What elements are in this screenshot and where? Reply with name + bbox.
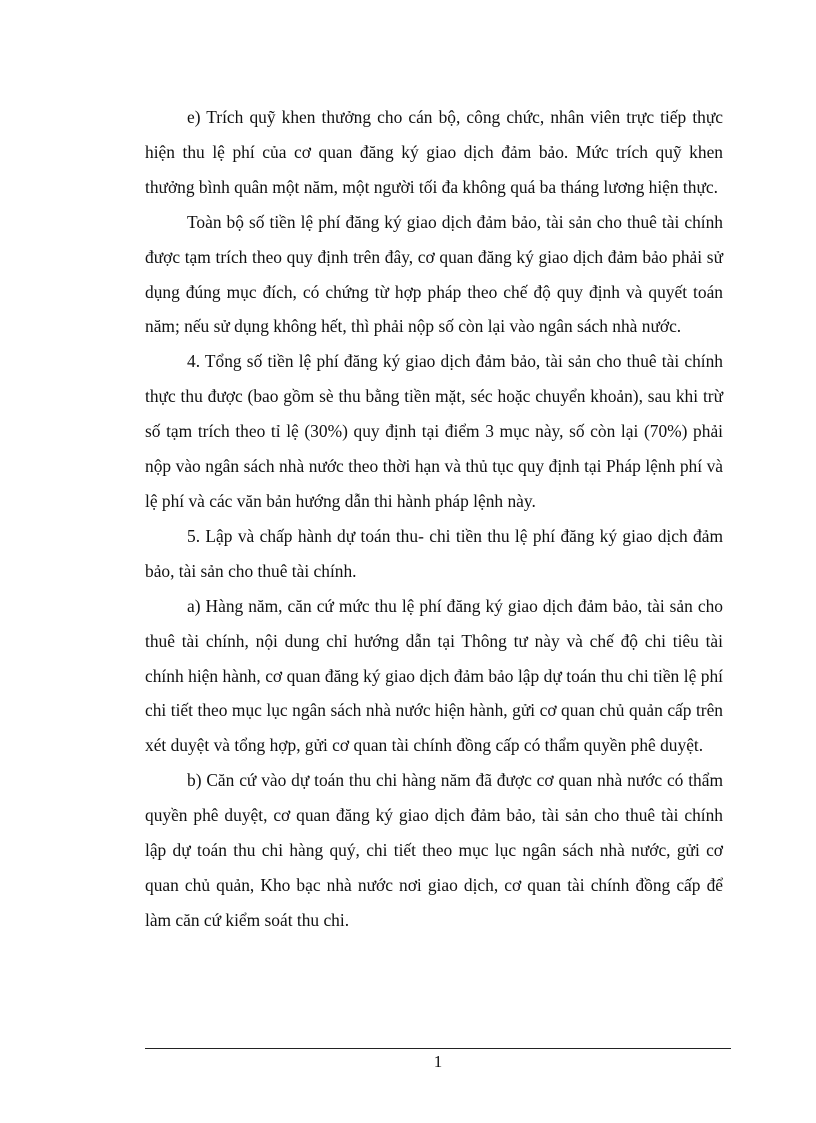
paragraph-point-5b: b) Căn cứ vào dự toán thu chi hàng năm đã được cơ quan nhà nước có thẩm quyền phê duyệt, cơ quan đăng ký giao dịch đảm bảo, tài sản cho thuê tài chính lập dự toán thu chi hàng quý, chi tiết theo mục lục ngân sách nhà nước, gửi cơ quan chủ quản, Kho bạc nhà nước nơi giao dịch, cơ quan tài chính đồng cấp để làm căn cứ kiểm soát thu chi. [145,770,723,930]
paragraph-reward-fund: e) Trích quỹ khen thưởng cho cán bộ, công chức, nhân viên trực tiếp thực hiện thu lệ phí của cơ quan đăng ký giao dịch đảm bảo. Mức trích quỹ khen thưởng bình quân một năm, một người tối đa không quá ba tháng lương hiện thực. [145,107,723,197]
body-text [145,100,723,938]
paragraph-point-5: 5. Lập và chấp hành dự toán thu- chi tiền thu lệ phí đăng ký giao dịch đảm bảo, tài sản cho thuê tài chính. [145,525,723,581]
paragraph-fee-usage: Toàn bộ số tiền lệ phí đăng ký giao dịch đảm bảo, tài sản cho thuê tài chính được tạm trích theo quy định trên đây, cơ quan đăng ký giao dịch đảm bảo phải sử dụng đúng mục đích, có chứng từ hợp pháp theo chế độ quy định và quyết toán năm; nếu sử dụng không hết, thì phải nộp số còn lại vào ngân sách nhà nước. [145,211,723,337]
footer-divider [145,1048,731,1049]
paragraph-point-4: 4. Tổng số tiền lệ phí đăng ký giao dịch đảm bảo, tài sản cho thuê tài chính thực thu được (bao gồm sè thu bằng tiền mặt, séc hoặc chuyển khoản), sau khi trừ số tạm trích theo tỉ lệ (30%) quy định tại điểm 3 mục này, số còn lại (70%) phải nộp vào ngân sách nhà nước theo thời hạn và thủ tục quy định tại Pháp lệnh phí và lệ phí và các văn bản hướng dẫn thi hành pháp lệnh này. [145,351,723,511]
page-number: 1 [433,1052,443,1071]
paragraph-point-5a: a) Hàng năm, căn cứ mức thu lệ phí đăng ký giao dịch đảm bảo, tài sản cho thuê tài chính, nội dung chỉ hướng dẫn tại Thông tư này và chế độ chi tiêu tài chính hiện hành, cơ quan đăng ký giao dịch đảm bảo lập dự toán thu chi tiền lệ phí chi tiết theo mục lục ngân sách nhà nước hiện hành, gửi cơ quan chủ quản cấp trên xét duyệt và tổng hợp, gửi cơ quan tài chính đồng cấp có thẩm quyền phê duyệt. [145,595,723,756]
